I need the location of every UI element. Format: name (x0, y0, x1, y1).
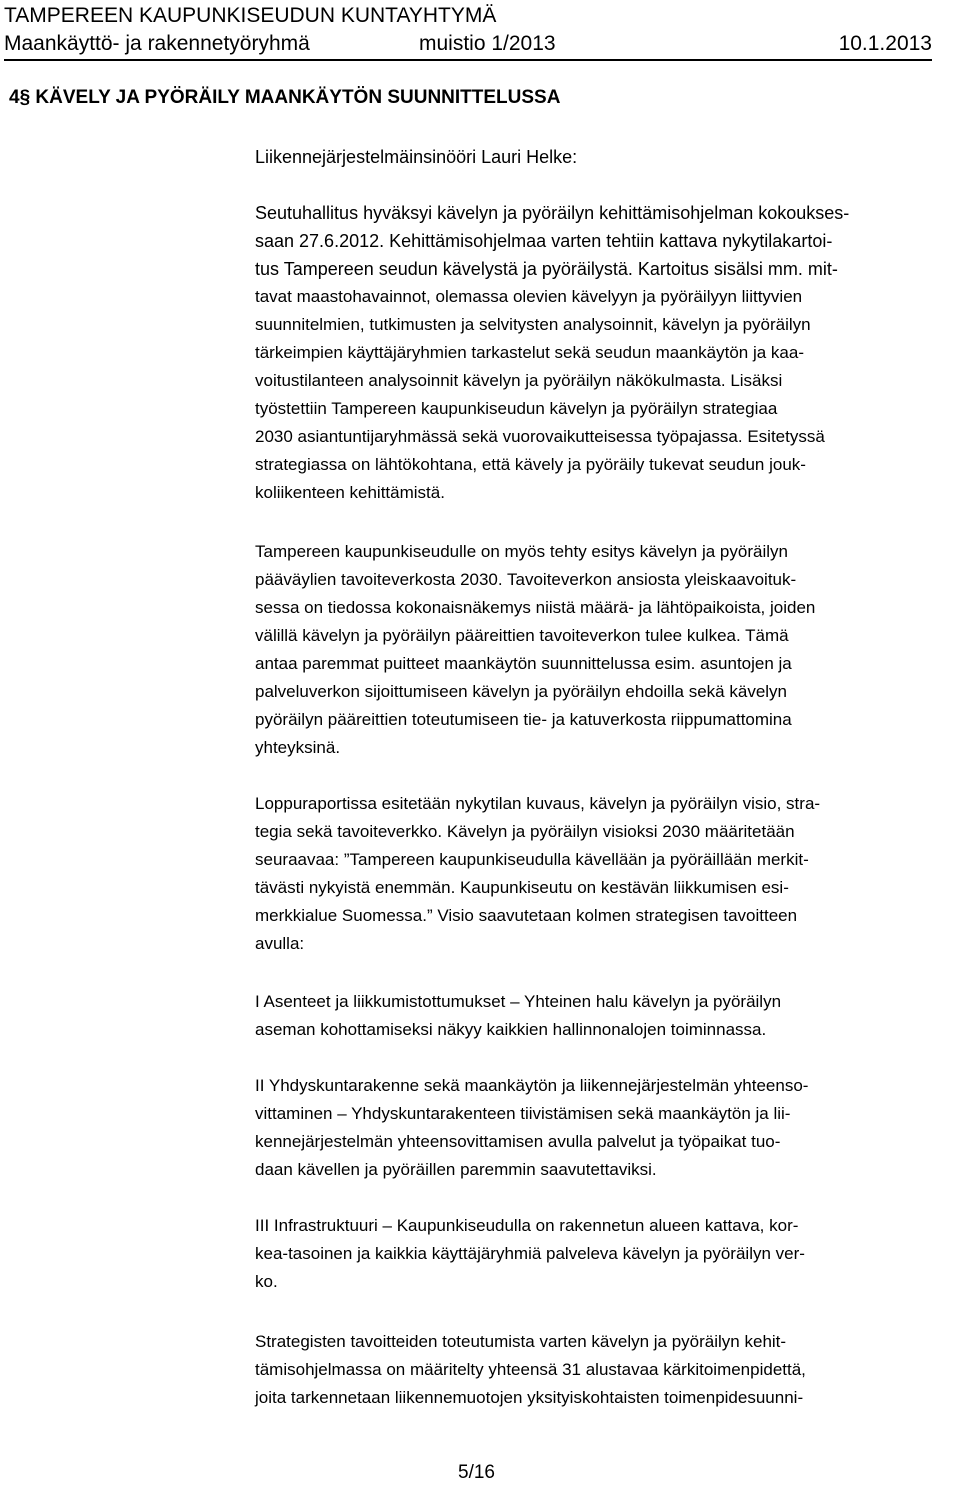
speaker-line: Liikennejärjestelmäinsinööri Lauri Helke: (255, 147, 578, 167)
paragraph-line: pääväylien tavoiteverkosta 2030. Tavoiteverkon ansiosta yleiskaavoituk- (255, 570, 797, 589)
paragraph-line: Strategisten tavoitteiden toteutumista varten kävelyn ja pyöräilyn kehit- (255, 1332, 787, 1351)
paragraph-line: III Infrastruktuuri – Kaupunkiseudulla on rakennetun alueen kattava, kor- (255, 1216, 799, 1235)
strategic-goal-1 (255, 988, 955, 1044)
paragraph-line: palveluverkon sijoittumiseen kävelyn ja pyöräilyn ehdoilla sekä kävelyn (255, 682, 788, 701)
paragraph-line: tegia sekä tavoiteverkko. Kävelyn ja pyöräilyn visioksi 2030 määritetään (255, 822, 795, 841)
paragraph-target-network (255, 538, 955, 762)
page-number: 5/16 (458, 1462, 495, 1483)
paragraph-line: kennejärjestelmän yhteensovittamisen avulla palvelut ja työpaikat tuo- (255, 1132, 781, 1151)
header-organization-row (4, 2, 932, 30)
paragraph-line: II Yhdyskuntarakenne sekä maankäytön ja liikennejärjestelmän yhteenso- (255, 1076, 809, 1095)
section-title: 4§ KÄVELY JA PYÖRÄILY MAANKÄYTÖN SUUNNITTELUSSA (9, 87, 561, 108)
header-meta-row (4, 30, 932, 58)
paragraph-line: voitustilanteen analysoinnit kävelyn ja pyöräilyn näkökulmasta. Lisäksi (255, 371, 783, 390)
paragraph-line: aseman kohottamiseksi näkyy kaikkien hallinnonalojen toiminnassa. (255, 1020, 767, 1039)
document-header (4, 2, 932, 58)
paragraph-line: pyöräilyn pääreittien toteutumiseen tie- ja katuverkosta riippumattomina (255, 710, 792, 729)
paragraph-line: tävästi nykyistä enemmän. Kaupunkiseutu on kestävän liikkumisen esi- (255, 878, 789, 897)
paragraph-line: Loppuraportissa esitetään nykytilan kuvaus, kävelyn ja pyöräilyn visio, stra- (255, 794, 821, 813)
working-group-name: Maankäyttö- ja rakennetyöryhmä (4, 32, 310, 55)
paragraph-line: antaa paremmat puitteet maankäytön suunnittelussa esim. asuntojen ja (255, 654, 792, 673)
paragraph-line: saan 27.6.2012. Kehittämisohjelmaa varten tehtiin kattava nykytilakartoi- (255, 231, 833, 251)
paragraph-line: tus Tampereen seudun kävelystä ja pyöräilystä. Kartoitus sisälsi mm. mit- (255, 259, 838, 279)
paragraph-line: daan kävellen ja pyöräillen paremmin saavutettaviksi. (255, 1160, 657, 1179)
paragraph-line: koliikenteen kehittämistä. (255, 483, 445, 502)
paragraph-line: 2030 asiantuntijaryhmässä sekä vuorovaikutteisessa työpajassa. Esitetyssä (255, 427, 825, 446)
paragraph-line: kea-tasoinen ja kaikkia käyttäjäryhmiä palveleva kävelyn ja pyöräilyn ver- (255, 1244, 805, 1263)
paragraph-line: merkkialue Suomessa.” Visio saavutetaan kolmen strategisen tavoitteen (255, 906, 798, 925)
paragraph-line: välillä kävelyn ja pyöräilyn pääreittien tavoiteverkon tulee kulkea. Tämä (255, 626, 789, 645)
paragraph-line: vittaminen – Yhdyskuntarakenteen tiivistämisen sekä maankäytön ja lii- (255, 1104, 791, 1123)
paragraph-line: Seutuhallitus hyväksyi kävelyn ja pyöräilyn kehittämisohjelman kokoukses- (255, 203, 850, 223)
strategic-goal-3 (255, 1212, 955, 1296)
paragraph-actions (255, 1328, 955, 1412)
paragraph-line: tärkeimpien käyttäjäryhmien tarkastelut sekä seudun maankäytön ja kaa- (255, 343, 805, 362)
paragraph-line: Tampereen kaupunkiseudulle on myös tehty esitys kävelyn ja pyöräilyn (255, 542, 788, 561)
memo-date: 10.1.2013 (838, 32, 932, 55)
paragraph-line: sessa on tiedossa kokonaisnäkemys niistä määrä- ja lähtöpaikoista, joiden (255, 598, 816, 617)
paragraph-line: ko. (255, 1272, 278, 1291)
paragraph-intro-body (255, 283, 955, 507)
memo-number: muistio 1/2013 (419, 32, 556, 55)
paragraph-final-report (255, 790, 955, 958)
paragraph-line: avulla: (255, 934, 305, 953)
header-divider (4, 59, 932, 61)
paragraph-line: yhteyksinä. (255, 738, 341, 757)
paragraph-intro-lead (255, 199, 955, 283)
paragraph-line: tavat maastohavainnot, olemassa olevien kävelyyn ja pyöräilyyn liittyvien (255, 287, 803, 306)
paragraph-line: joita tarkennetaan liikennemuotojen yksityiskohtaisten toimenpidesuunni- (255, 1388, 804, 1407)
paragraph-line: suunnitelmien, tutkimusten ja selvitysten analysoinnit, kävelyn ja pyöräilyn (255, 315, 811, 334)
organization-name: TAMPEREEN KAUPUNKISEUDUN KUNTAYHTYMÄ (4, 4, 497, 27)
paragraph-line: työstettiin Tampereen kaupunkiseudun kävelyn ja pyöräilyn strategiaa (255, 399, 778, 418)
paragraph-line: strategiassa on lähtökohtana, että kävely ja pyöräily tukevat seudun jouk- (255, 455, 806, 474)
paragraph-line: seuraavaa: ”Tampereen kaupunkiseudulla kävellään ja pyöräillään merkit- (255, 850, 809, 869)
paragraph-line: I Asenteet ja liikkumistottumukset – Yhteinen halu kävelyn ja pyöräilyn (255, 992, 782, 1011)
strategic-goal-2 (255, 1072, 955, 1184)
paragraph-line: tämisohjelmassa on määritelty yhteensä 31 alustavaa kärkitoimenpidettä, (255, 1360, 806, 1379)
